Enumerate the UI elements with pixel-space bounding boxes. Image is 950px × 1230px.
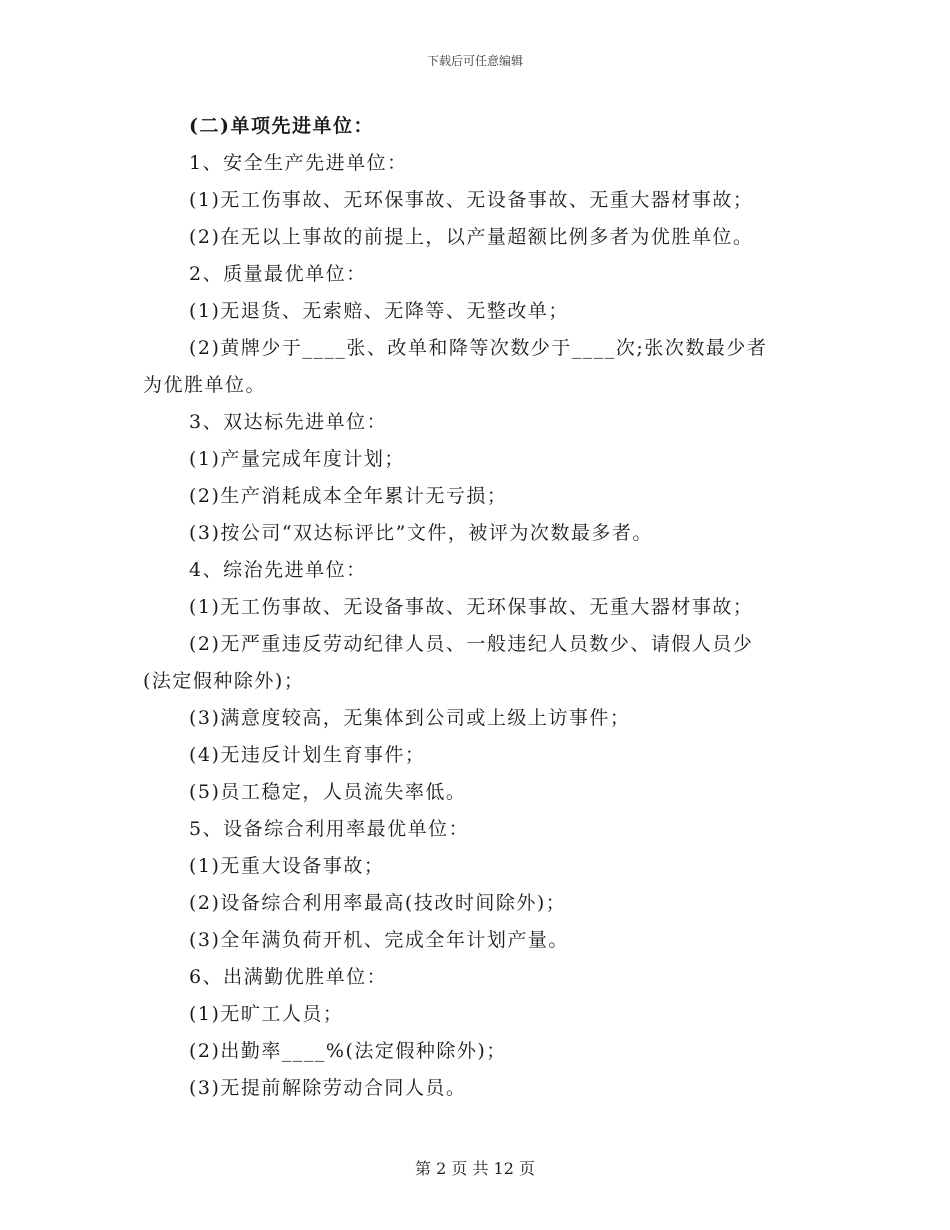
criterion-line: (1)无重大设备事故； xyxy=(189,855,385,877)
subsection-heading: 5、设备综合利用率最优单位： xyxy=(189,818,470,840)
criterion-line: (2)设备综合利用率最高(技改时间除外)； xyxy=(189,892,567,914)
criterion-line-continuation: 为优胜单位。 xyxy=(143,374,267,396)
criterion-line: (2)在无以上事故的前提上，以产量超额比例多者为优胜单位。 xyxy=(189,226,754,248)
criterion-line: (3)无提前解除劳动合同人员。 xyxy=(189,1077,467,1099)
section-heading: (二)单项先进单位： xyxy=(189,115,374,137)
criterion-line: (4)无违反计划生育事件； xyxy=(189,744,426,766)
criterion-line: (3)按公司“双达标评比”文件，被评为次数最多者。 xyxy=(189,522,653,544)
criterion-line: (3)全年满负荷开机、完成全年计划产量。 xyxy=(189,929,569,951)
criterion-line: (2)生产消耗成本全年累计无亏损； xyxy=(189,485,508,507)
criterion-line: (1)无旷工人员； xyxy=(189,1003,344,1025)
subsection-heading: 4、综治先进单位： xyxy=(189,559,367,581)
criterion-line: (1)无工伤事故、无环保事故、无设备事故、无重大器材事故； xyxy=(189,189,754,211)
subsection-heading: 1、安全生产先进单位： xyxy=(189,152,408,174)
criterion-line: (2)无严重违反劳动纪律人员、一般违纪人员数少、请假人员少 xyxy=(189,633,754,655)
criterion-line: (1)无退货、无索赔、无降等、无整改单； xyxy=(189,300,569,322)
criterion-line: (1)无工伤事故、无设备事故、无环保事故、无重大器材事故； xyxy=(189,596,754,618)
page-footer: 第 2 页 共 12 页 xyxy=(415,1159,535,1178)
criterion-line-continuation: (法定假种除外)； xyxy=(143,670,305,692)
subsection-heading: 6、出满勤优胜单位： xyxy=(189,966,388,988)
criterion-line: (2)出勤率____%(法定假种除外)； xyxy=(189,1040,507,1062)
criterion-line: (3)满意度较高，无集体到公司或上级上访事件； xyxy=(189,707,631,729)
criterion-line: (5)员工稳定，人员流失率低。 xyxy=(189,781,467,803)
subsection-heading: 3、双达标先进单位： xyxy=(189,411,388,433)
document-body xyxy=(143,108,813,1107)
criterion-line: (1)产量完成年度计划； xyxy=(189,448,405,470)
page-header: 下载后可任意编辑 xyxy=(426,54,523,68)
criterion-line: (2)黄牌少于____张、改单和降等次数少于____次;张次数最少者 xyxy=(189,337,768,359)
subsection-heading: 2、质量最优单位： xyxy=(189,263,367,285)
